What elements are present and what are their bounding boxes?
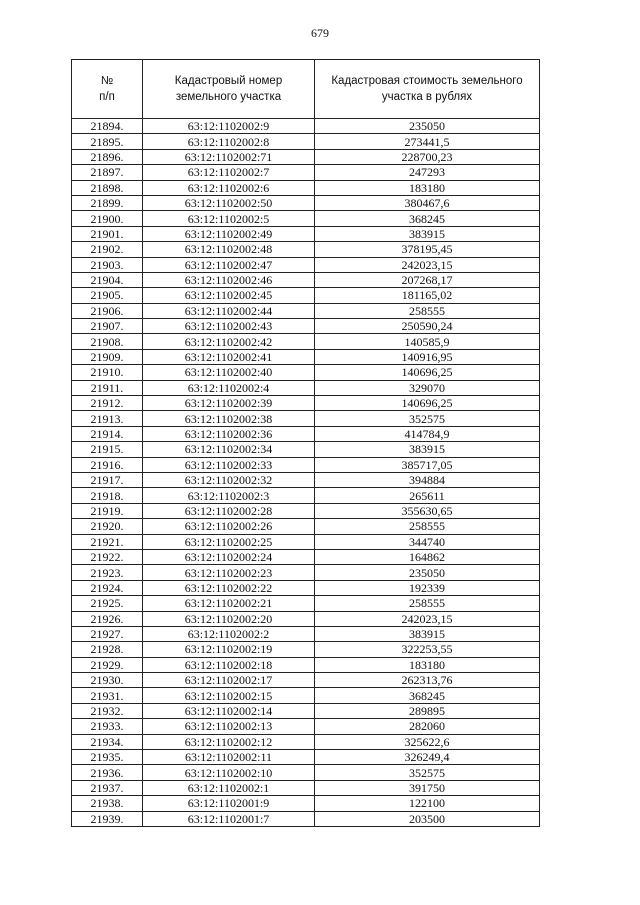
cadastral-number-cell: 63:12:1102002:1 [143,780,315,795]
table-row [72,719,540,734]
row-number-cell: 21906. [72,303,143,318]
cadastral-value-cell: 140696,25 [315,396,540,411]
cadastral-number-cell: 63:12:1102002:14 [143,703,315,718]
row-number-cell: 21920. [72,519,143,534]
cadastral-value-cell: 394884 [315,472,540,487]
row-number-cell: 21927. [72,626,143,641]
table-row [72,226,540,241]
table-row [72,503,540,518]
table-row [72,796,540,811]
cadastral-number-cell: 63:12:1102002:45 [143,288,315,303]
cadastral-number-cell: 63:12:1102002:32 [143,472,315,487]
cadastral-value-cell: 122100 [315,796,540,811]
cadastral-value-cell: 258555 [315,519,540,534]
cadastral-value-cell: 140696,25 [315,365,540,380]
table-row [72,703,540,718]
row-number-cell: 21932. [72,703,143,718]
row-number-cell: 21909. [72,349,143,364]
cadastral-value-cell: 391750 [315,780,540,795]
table-row [72,457,540,472]
cadastral-number-cell: 63:12:1102002:5 [143,211,315,226]
table-row [72,673,540,688]
cadastral-number-cell: 63:12:1102002:3 [143,488,315,503]
table-row [72,519,540,534]
cadastral-number-cell: 63:12:1102002:20 [143,611,315,626]
cadastral-value-table [71,59,540,827]
cadastral-value-cell: 326249,4 [315,750,540,765]
cadastral-value-cell: 329070 [315,380,540,395]
cadastral-value-cell: 203500 [315,811,540,826]
row-number-cell: 21912. [72,396,143,411]
row-number-cell: 21922. [72,549,143,564]
table-header-row [72,60,540,119]
table-row [72,165,540,180]
cadastral-value-cell: 273441,5 [315,134,540,149]
cadastral-number-cell: 63:12:1102002:17 [143,673,315,688]
row-number-cell: 21939. [72,811,143,826]
cadastral-value-cell: 140585,9 [315,334,540,349]
cadastral-number-cell: 63:12:1102002:6 [143,180,315,195]
table-row [72,349,540,364]
table-row [72,288,540,303]
cadastral-number-cell: 63:12:1102002:7 [143,165,315,180]
table-row [72,534,540,549]
row-number-cell: 21900. [72,211,143,226]
row-number-cell: 21918. [72,488,143,503]
row-number-cell: 21931. [72,688,143,703]
row-number-cell: 21921. [72,534,143,549]
cadastral-number-cell: 63:12:1102002:34 [143,442,315,457]
table-row [72,426,540,441]
cadastral-number-cell: 63:12:1102002:43 [143,319,315,334]
table-row [72,765,540,780]
table-row [72,565,540,580]
cadastral-number-cell: 63:12:1102002:28 [143,503,315,518]
cadastral-number-cell: 63:12:1102002:21 [143,596,315,611]
row-number-cell: 21913. [72,411,143,426]
cadastral-value-cell: 368245 [315,688,540,703]
cadastral-number-cell: 63:12:1102002:10 [143,765,315,780]
row-number-cell: 21917. [72,472,143,487]
row-number-cell: 21914. [72,426,143,441]
row-number-cell: 21919. [72,503,143,518]
table-row [72,657,540,672]
row-number-cell: 21929. [72,657,143,672]
row-number-cell: 21907. [72,319,143,334]
cadastral-number-cell: 63:12:1102002:11 [143,750,315,765]
cadastral-value-cell: 183180 [315,657,540,672]
row-number-cell: 21926. [72,611,143,626]
table-row [72,365,540,380]
row-number-cell: 21903. [72,257,143,272]
cadastral-number-cell: 63:12:1102002:71 [143,149,315,164]
cadastral-number-cell: 63:12:1102002:25 [143,534,315,549]
cadastral-value-cell: 383915 [315,226,540,241]
cadastral-value-cell: 383915 [315,626,540,641]
cadastral-value-cell: 414784,9 [315,426,540,441]
cadastral-number-cell: 63:12:1102002:4 [143,380,315,395]
cadastral-value-cell: 344740 [315,534,540,549]
cadastral-value-cell: 258555 [315,596,540,611]
row-number-cell: 21934. [72,734,143,749]
cadastral-value-cell: 383915 [315,442,540,457]
cadastral-value-cell: 380467,6 [315,195,540,210]
row-number-cell: 21938. [72,796,143,811]
row-number-cell: 21930. [72,673,143,688]
table-row [72,442,540,457]
cadastral-value-cell: 262313,76 [315,673,540,688]
table-row [72,334,540,349]
cadastral-value-cell: 258555 [315,303,540,318]
row-number-cell: 21910. [72,365,143,380]
cadastral-value-cell: 183180 [315,180,540,195]
table-row [72,734,540,749]
cadastral-number-cell: 63:12:1102002:47 [143,257,315,272]
cadastral-number-cell: 63:12:1102002:19 [143,642,315,657]
cadastral-number-cell: 63:12:1102002:18 [143,657,315,672]
table-header [72,60,540,119]
row-number-cell: 21925. [72,596,143,611]
cadastral-number-cell: 63:12:1102002:49 [143,226,315,241]
table-row [72,211,540,226]
row-number-cell: 21897. [72,165,143,180]
cadastral-number-cell: 63:12:1102002:42 [143,334,315,349]
row-number-cell: 21937. [72,780,143,795]
cadastral-number-cell: 63:12:1102002:12 [143,734,315,749]
row-number-cell: 21898. [72,180,143,195]
cadastral-value-cell: 164862 [315,549,540,564]
cadastral-value-cell: 265611 [315,488,540,503]
row-number-cell: 21933. [72,719,143,734]
row-number-cell: 21936. [72,765,143,780]
cadastral-number-cell: 63:12:1102002:15 [143,688,315,703]
table-row [72,688,540,703]
table-row [72,319,540,334]
table-row [72,611,540,626]
row-number-cell: 21902. [72,242,143,257]
cadastral-number-cell: 63:12:1102002:2 [143,626,315,641]
table-row [72,134,540,149]
column-header-number: № п/п [72,60,143,119]
row-number-cell: 21935. [72,750,143,765]
row-number-cell: 21911. [72,380,143,395]
table-row [72,119,540,134]
cadastral-value-cell: 385717,05 [315,457,540,472]
row-number-cell: 21924. [72,580,143,595]
table-row [72,549,540,564]
table-row [72,396,540,411]
cadastral-number-cell: 63:12:1102002:22 [143,580,315,595]
cadastral-number-cell: 63:12:1102002:9 [143,119,315,134]
table-row [72,257,540,272]
table-row [72,750,540,765]
cadastral-number-cell: 63:12:1102001:9 [143,796,315,811]
cadastral-number-cell: 63:12:1102002:24 [143,549,315,564]
column-header-cadastral-value: Кадастровая стоимость земельного участка в рублях [315,60,540,119]
row-number-cell: 21904. [72,272,143,287]
cadastral-value-cell: 247293 [315,165,540,180]
row-number-cell: 21895. [72,134,143,149]
cadastral-value-cell: 322253,55 [315,642,540,657]
cadastral-number-cell: 63:12:1102002:13 [143,719,315,734]
table-row [72,411,540,426]
cadastral-number-cell: 63:12:1102002:39 [143,396,315,411]
table-row [72,811,540,826]
cadastral-value-cell: 140916,95 [315,349,540,364]
cadastral-number-cell: 63:12:1102002:36 [143,426,315,441]
cadastral-number-cell: 63:12:1102002:26 [143,519,315,534]
cadastral-value-cell: 250590,24 [315,319,540,334]
table-row [72,180,540,195]
cadastral-value-cell: 352575 [315,765,540,780]
row-number-cell: 21916. [72,457,143,472]
table-row [72,195,540,210]
row-number-cell: 21901. [72,226,143,241]
row-number-cell: 21915. [72,442,143,457]
table-row [72,272,540,287]
table-row [72,580,540,595]
page-number: 679 [311,26,329,40]
table-row [72,596,540,611]
cadastral-number-cell: 63:12:1102002:40 [143,365,315,380]
table-row [72,242,540,257]
cadastral-value-cell: 378195,45 [315,242,540,257]
cadastral-value-cell: 355630,65 [315,503,540,518]
cadastral-value-cell: 228700,23 [315,149,540,164]
row-number-cell: 21923. [72,565,143,580]
column-header-cadastral-number: Кадастровый номер земельного участка [143,60,315,119]
row-number-cell: 21908. [72,334,143,349]
cadastral-number-cell: 63:12:1102002:23 [143,565,315,580]
row-number-cell: 21896. [72,149,143,164]
cadastral-value-cell: 207268,17 [315,272,540,287]
cadastral-number-cell: 63:12:1102002:46 [143,272,315,287]
table-row [72,303,540,318]
cadastral-value-cell: 282060 [315,719,540,734]
cadastral-value-cell: 235050 [315,119,540,134]
cadastral-number-cell: 63:12:1102002:8 [143,134,315,149]
cadastral-number-cell: 63:12:1102002:38 [143,411,315,426]
cadastral-value-cell: 181165,02 [315,288,540,303]
cadastral-value-cell: 242023,15 [315,611,540,626]
table-row [72,626,540,641]
cadastral-number-cell: 63:12:1102002:50 [143,195,315,210]
cadastral-value-cell: 352575 [315,411,540,426]
table-row [72,472,540,487]
table-row [72,642,540,657]
table-body [72,119,540,827]
table-row [72,380,540,395]
table-row [72,149,540,164]
cadastral-value-cell: 325622,6 [315,734,540,749]
cadastral-number-cell: 63:12:1102002:44 [143,303,315,318]
table-row [72,488,540,503]
cadastral-value-cell: 192339 [315,580,540,595]
row-number-cell: 21899. [72,195,143,210]
cadastral-number-cell: 63:12:1102002:48 [143,242,315,257]
cadastral-value-cell: 368245 [315,211,540,226]
table-row [72,780,540,795]
cadastral-number-cell: 63:12:1102002:33 [143,457,315,472]
cadastral-value-cell: 235050 [315,565,540,580]
cadastral-value-cell: 289895 [315,703,540,718]
cadastral-value-cell: 242023,15 [315,257,540,272]
cadastral-number-cell: 63:12:1102001:7 [143,811,315,826]
row-number-cell: 21894. [72,119,143,134]
row-number-cell: 21905. [72,288,143,303]
cadastral-number-cell: 63:12:1102002:41 [143,349,315,364]
row-number-cell: 21928. [72,642,143,657]
